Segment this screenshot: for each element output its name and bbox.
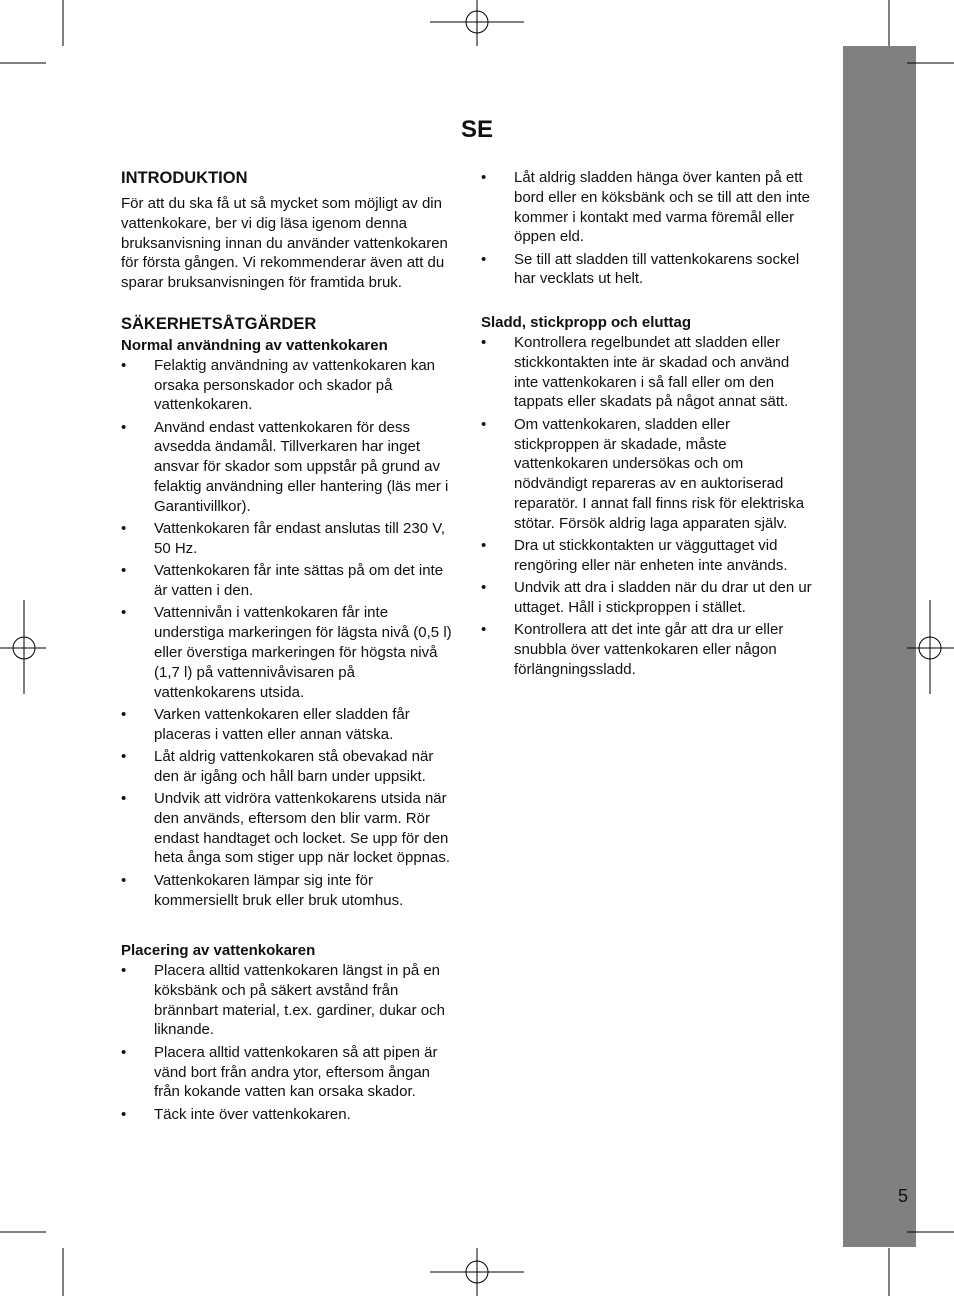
placement-subheading: Placering av vattenkokaren bbox=[121, 942, 316, 960]
list-item bbox=[121, 356, 459, 415]
cord-list bbox=[481, 333, 816, 680]
bullet-icon: • bbox=[481, 537, 487, 555]
list-item-text: Vattenkokaren lämpar sig inte för kommersiellt bruk eller bruk utomhus. bbox=[154, 871, 404, 909]
left-column bbox=[121, 168, 459, 1127]
list-item-text: Kontrollera att det inte går att dra ur eller snubbla över vattenkokaren eller någon förlängningssladd. bbox=[514, 621, 784, 678]
list-item bbox=[481, 415, 816, 534]
registration-mark-top bbox=[430, 0, 524, 46]
registration-mark-left bbox=[0, 600, 46, 694]
language-heading: SE bbox=[460, 116, 493, 143]
list-item-text: Felaktig användning av vattenkokaren kan orsaka personskador och skador på vattenkokaren. bbox=[154, 356, 436, 414]
list-item bbox=[481, 333, 816, 412]
list-item-text: Täck inte över vattenkokaren. bbox=[154, 1105, 351, 1123]
list-item bbox=[481, 578, 816, 618]
cord-subheading: Sladd, stickpropp och eluttag bbox=[481, 314, 692, 332]
list-item bbox=[481, 168, 816, 247]
list-item bbox=[121, 789, 459, 868]
list-item-text: Se till att sladden till vattenkokarens sockel har vecklats ut helt. bbox=[514, 250, 800, 288]
list-item-text: Låt aldrig sladden hänga över kanten på ett bord eller en köksbänk och se till att den inte kommer i kontakt med varma föremål eller öppen eld. bbox=[514, 169, 811, 246]
list-item-text: Vattenkokaren får endast anslutas till 230 V, 50 Hz. bbox=[154, 520, 446, 557]
list-item bbox=[481, 250, 816, 290]
bullet-icon: • bbox=[121, 962, 127, 980]
list-item bbox=[121, 1043, 459, 1102]
bullet-icon: • bbox=[121, 747, 127, 765]
intro-paragraph: För att du ska få ut så mycket som möjligt av din vattenkokare, ber vi dig läsa igenom denna bruksanvisning innan du använder vattenkokaren för första gången. Vi rekommenderar även att du sparar bruksanvisningen för framtida bruk. bbox=[121, 195, 448, 292]
list-item bbox=[121, 418, 459, 517]
bullet-icon: • bbox=[481, 334, 487, 352]
list-item bbox=[121, 603, 459, 702]
bullet-icon: • bbox=[481, 250, 487, 268]
list-item bbox=[121, 871, 459, 911]
list-item bbox=[121, 561, 459, 601]
placement-list bbox=[121, 961, 459, 1124]
list-item-text: Låt aldrig vattenkokaren stå obevakad när den är igång och håll barn under uppsikt. bbox=[154, 747, 434, 785]
intro-heading: INTRODUKTION bbox=[121, 169, 248, 187]
page-number: 5 bbox=[897, 1186, 908, 1206]
list-item-text: Placera alltid vattenkokaren längst in på en köksbänk och på säkert avstånd från brännbart material, t.ex. gardiner, dukar och liknande. bbox=[154, 962, 445, 1039]
list-item-text: Dra ut stickkontakten ur vägguttaget vid rengöring eller när enheten inte används. bbox=[514, 537, 788, 574]
bullet-icon: • bbox=[121, 356, 127, 374]
bullet-icon: • bbox=[481, 169, 487, 186]
bullet-icon: • bbox=[121, 871, 127, 889]
registration-mark-right bbox=[907, 600, 954, 694]
list-item-text: Varken vattenkokaren eller sladden får placeras i vatten eller annan vätska. bbox=[154, 705, 410, 743]
bullet-icon: • bbox=[121, 418, 127, 436]
list-item-text: Undvik att dra i sladden när du drar ut den ur uttaget. Håll i stickproppen i stället. bbox=[514, 579, 812, 616]
list-item-text: Om vattenkokaren, sladden eller stickproppen är skadade, måste vattenkokaren undersökas och om nödvändigt repareras av en auktoriserad reparatör. I annat fall finns risk för elektriska stötar. Försök aldrig laga apparaten själv. bbox=[514, 415, 805, 532]
bullet-icon: • bbox=[481, 415, 487, 433]
list-item bbox=[481, 620, 816, 679]
list-item-text: Kontrollera regelbundet att sladden eller stickkontakten inte är skadad och använd inte vattenkokaren i så fall eller om den tappats eller skadats på något annat sätt. bbox=[514, 334, 790, 411]
list-item-text: Använd endast vattenkokaren för dess avsedda ändamål. Tillverkaren har inget ansvar för skador som uppstår på grund av felaktig användning eller hantering (läs mer i Garantivillkor). bbox=[154, 418, 449, 515]
right-column bbox=[481, 168, 816, 682]
list-item bbox=[481, 536, 816, 576]
bullet-icon: • bbox=[121, 604, 127, 622]
bullet-icon: • bbox=[121, 705, 127, 723]
placement-continued-list bbox=[481, 168, 816, 289]
list-item bbox=[121, 961, 459, 1040]
bullet-icon: • bbox=[121, 1105, 127, 1123]
list-item-text: Vattennivån i vattenkokaren får inte understiga markeringen för lägsta nivå (0,5 l) eller överstiga markeringen för högsta nivå (1,7 l) på vattennivåvisaren på vattenkokarens utsida. bbox=[154, 604, 452, 701]
registration-mark-bottom bbox=[430, 1248, 524, 1296]
bullet-icon: • bbox=[121, 790, 127, 808]
bullet-icon: • bbox=[481, 621, 487, 639]
bullet-icon: • bbox=[121, 562, 127, 580]
bullet-icon: • bbox=[121, 520, 127, 538]
list-item-text: Placera alltid vattenkokaren så att pipen är vänd bort från andra ytor, eftersom ångan från kokande vatten kan orsaka skador. bbox=[154, 1043, 438, 1101]
list-item bbox=[121, 747, 459, 787]
list-item bbox=[121, 1105, 459, 1125]
list-item bbox=[121, 705, 459, 745]
list-item-text: Undvik att vidröra vattenkokarens utsida när den används, eftersom den blir varm. Rör endast handtaget och locket. Se upp för den heta ånga som stiger upp när locket öppnas. bbox=[154, 790, 451, 867]
bullet-icon: • bbox=[121, 1043, 127, 1061]
normal-use-list bbox=[121, 356, 459, 911]
list-item-text: Vattenkokaren får inte sättas på om det inte är vatten i den. bbox=[154, 562, 444, 600]
bullet-icon: • bbox=[481, 579, 487, 597]
safety-heading: SÄKERHETSÅTGÄRDER bbox=[121, 314, 317, 333]
normal-use-subheading: Normal användning av vattenkokaren bbox=[121, 336, 388, 354]
list-item bbox=[121, 519, 459, 559]
